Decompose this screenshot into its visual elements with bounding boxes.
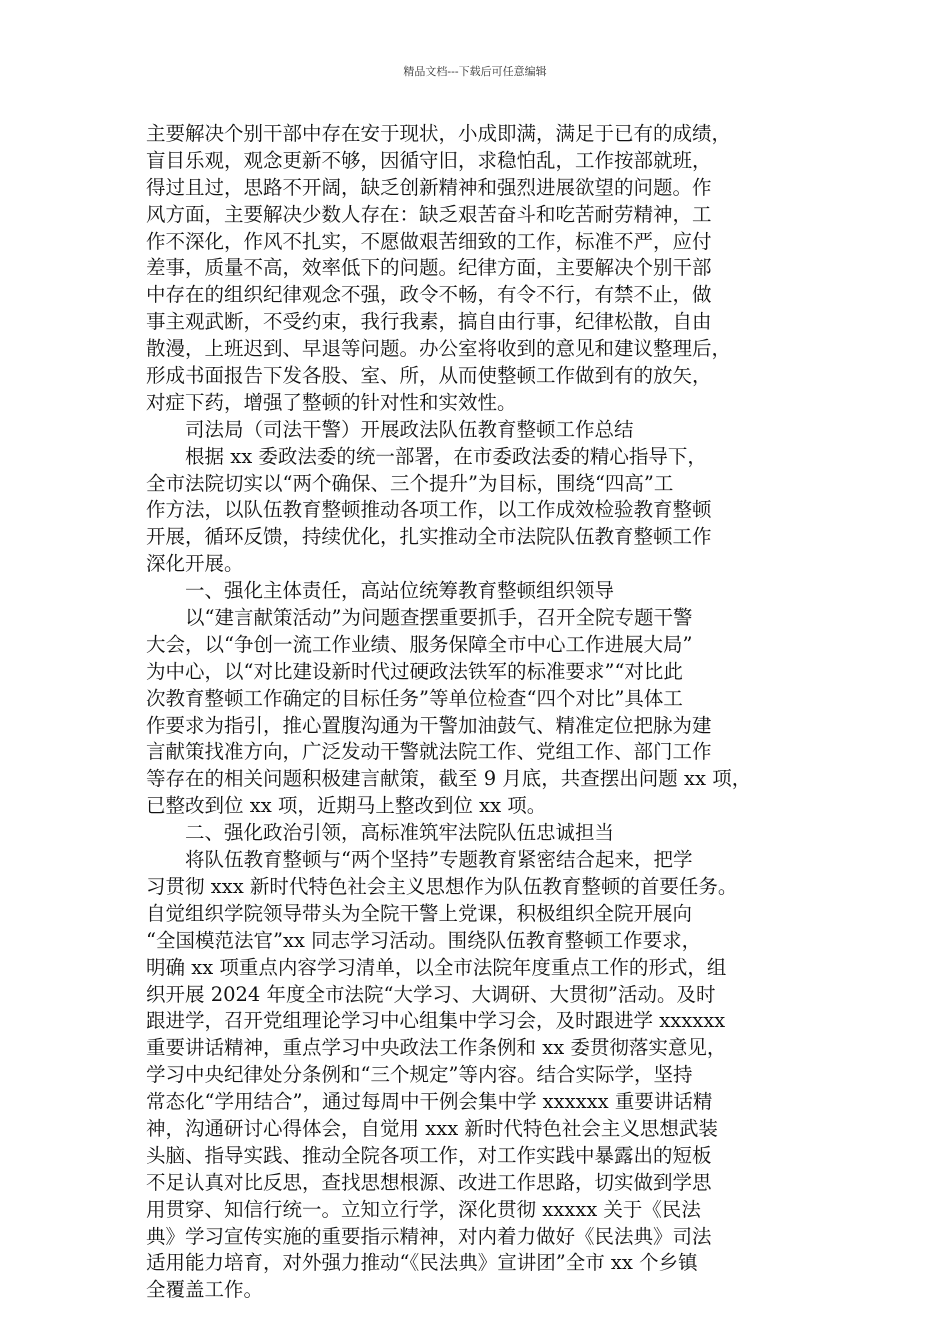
text-line: 一、强化主体责任，高站位统筹教育整顿组织领导 <box>185 579 615 603</box>
text-line: 以“建言献策活动”为问题查摆重要抓手，召开全院专题干警 <box>185 606 693 630</box>
text-line: 神，沟通研讨心得体会，自觉用 xxx 新时代特色社会主义思想武装 <box>146 1116 718 1140</box>
text-line: 常态化“学用结合”，通过每周中干例会集中学 xxxxxx 重要讲话精 <box>146 1090 713 1114</box>
text-line: 散漫，上班迟到、早退等问题。办公室将收到的意见和建议整理后， <box>146 337 732 361</box>
text-line: 中存在的组织纪律观念不强，政令不畅，有令不行，有禁不止，做 <box>146 283 712 307</box>
text-line: 二、强化政治引领，高标准筑牢法院队伍忠诚担当 <box>185 821 615 845</box>
text-line: 跟进学，召开党组理论学习中心组集中学习会，及时跟进学 xxxxxx <box>146 1009 726 1033</box>
text-line: 对症下药，增强了整顿的针对性和实效性。 <box>146 390 517 414</box>
text-line: 自觉组织学院领导带头为全院干警上党课，积极组织全院开展向 <box>146 901 693 925</box>
text-line: 盲目乐观，观念更新不够，因循守旧，求稳怕乱，工作按部就班， <box>146 148 712 172</box>
text-line: 次教育整顿工作确定的目标任务”等单位检查“四个对比”具体工 <box>146 686 683 710</box>
text-line: 司法局（司法干警）开展政法队伍教育整顿工作总结 <box>185 417 634 441</box>
text-line: 作方法，以队伍教育整顿推动各项工作，以工作成效检验教育整顿 <box>146 498 712 522</box>
text-line: 大会，以“争创一流工作业绩、服务保障全市中心工作进展大局” <box>146 632 693 656</box>
text-line: 主要解决个别干部中存在安于现状，小成即满，满足于已有的成绩， <box>146 122 732 145</box>
text-line: 全覆盖工作。 <box>146 1278 264 1302</box>
text-line: 作不深化，作风不扎实，不愿做艰苦细致的工作，标准不严，应付 <box>146 229 712 253</box>
text-line: 已整改到位 xx 项，近期马上整改到位 xx 项。 <box>146 794 547 818</box>
text-line: 形成书面报告下发各股、室、所，从而使整顿工作做到有的放矢， <box>146 364 712 388</box>
page-header: 精品文档---下载后可任意编辑 <box>403 65 547 78</box>
text-line: 根据 xx 委政法委的统一部署，在市委政法委的精心指导下， <box>185 444 707 468</box>
text-line: 织开展 2024 年度全市法院“大学习、大调研、大贯彻”活动。及时 <box>146 982 716 1006</box>
text-line: 典》学习宣传实施的重要指示精神，对内着力做好《民法典》司法 <box>146 1224 712 1248</box>
text-line: 适用能力培育，对外强力推动“《民法典》宣讲团”全市 xx 个乡镇 <box>146 1251 698 1275</box>
text-line: 事主观武断，不受约束，我行我素，搞自由行事，纪律松散，自由 <box>146 310 712 334</box>
text-line: 重要讲话精神，重点学习中央政法工作条例和 xx 委贯彻落实意见， <box>146 1036 727 1060</box>
text-line: 为中心，以“对比建设新时代过硬政法铁军的标准要求”“对比此 <box>146 659 683 683</box>
text-line: “全国模范法官”xx 同志学习活动。围绕队伍教育整顿工作要求， <box>146 928 702 952</box>
text-line: 将队伍教育整顿与“两个坚持”专题教育紧密结合起来，把学 <box>185 848 693 872</box>
text-line: 得过且过，思路不开阔，缺乏创新精神和强烈进展欲望的问题。作 <box>146 175 712 199</box>
text-line: 风方面，主要解决少数人存在：缺乏艰苦奋斗和吃苦耐劳精神，工 <box>146 202 712 226</box>
text-line: 全市法院切实以“两个确保、三个提升”为目标，围绕“四高”工 <box>146 471 674 495</box>
text-line: 用贯穿、知信行统一。立知立行学，深化贯彻 xxxxx 关于《民法 <box>146 1197 701 1221</box>
text-line: 作要求为指引，推心置腹沟通为干警加油鼓气、精准定位把脉为建 <box>146 713 712 737</box>
text-line: 习贯彻 xxx 新时代特色社会主义思想作为队伍教育整顿的首要任务。 <box>146 874 738 898</box>
text-line: 学习中央纪律处分条例和“三个规定”等内容。结合实际学，坚持 <box>146 1063 693 1087</box>
text-line: 头脑、指导实践、推动全院各项工作，对工作实践中暴露出的短板 <box>146 1143 712 1167</box>
text-line: 言献策找准方向，广泛发动干警就法院工作、党组工作、部门工作 <box>146 740 712 764</box>
text-line: 深化开展。 <box>146 552 244 576</box>
text-line: 明确 xx 项重点内容学习清单，以全市法院年度重点工作的形式，组 <box>146 955 727 979</box>
text-line: 开展，循环反馈，持续优化，扎实推动全市法院队伍教育整顿工作 <box>146 525 712 549</box>
text-line: 等存在的相关问题积极建言献策，截至 9 月底，共查摆出问题 xx 项， <box>146 767 752 791</box>
document-body <box>146 121 822 1304</box>
text-line: 差事，质量不高，效率低下的问题。纪律方面，主要解决个别干部 <box>146 256 712 280</box>
text-line: 不足认真对比反思，查找思想根源、改进工作思路，切实做到学思 <box>146 1170 712 1194</box>
